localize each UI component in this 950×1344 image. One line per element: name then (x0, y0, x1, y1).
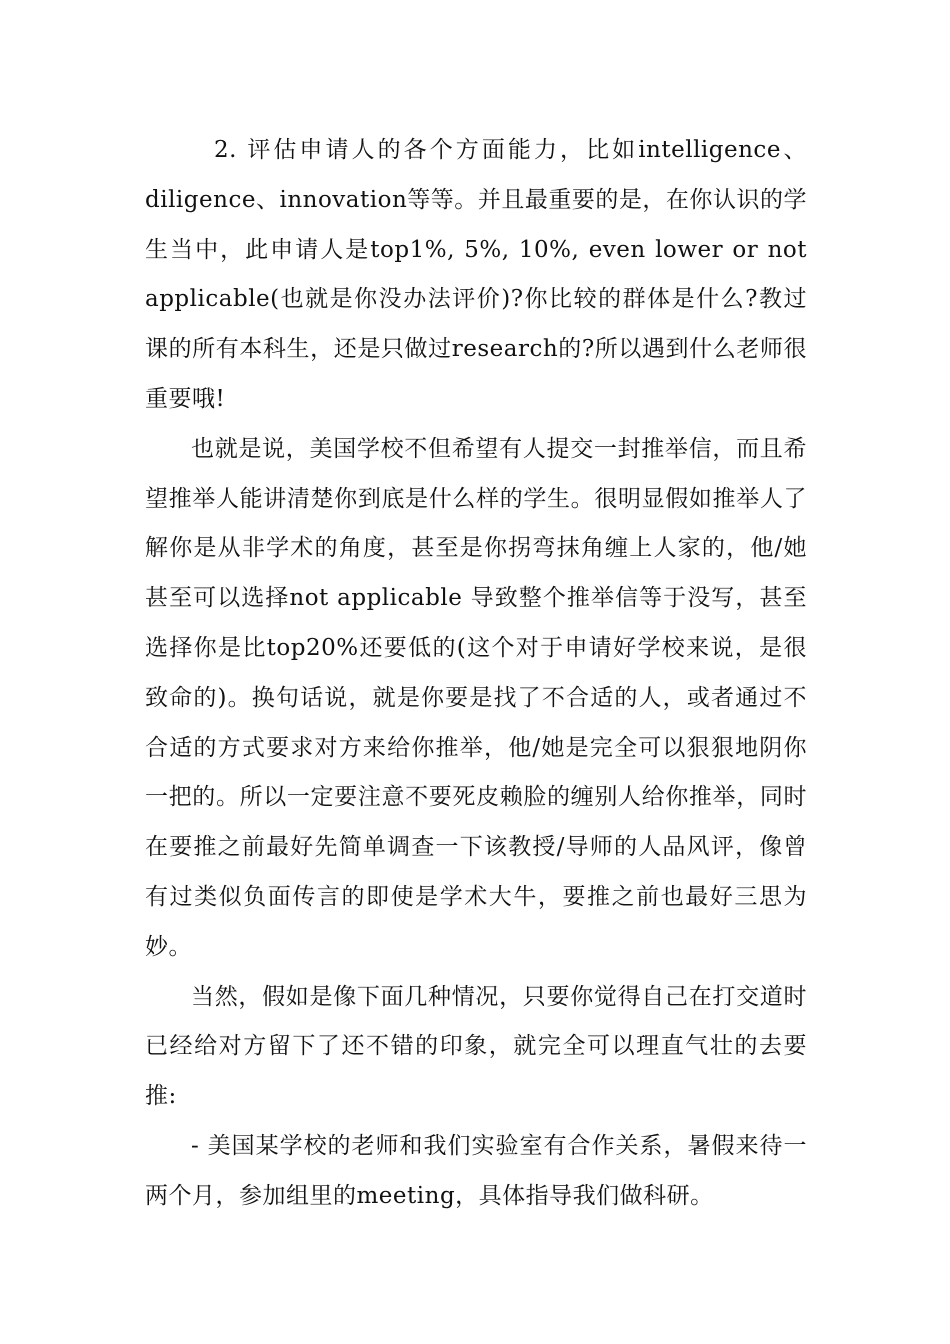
document-body (145, 126, 807, 1222)
paragraph-acceptable-cases-intro: 当然，假如是像下面几种情况，只要你觉得自己在打交道时已经给对方留下了还不错的印象，就完全可以理直气壮的去要推: (145, 983, 807, 1110)
paragraph-evaluation-criteria: 2. 评估申请人的各个方面能力，比如intelligence、diligence、innovation等等。并且最重要的是，在你认识的学生当中，此申请人是top1%, 5%, 10%, even lower or not applicable(也就是你没办法评价)?你比较的群体是什么?教过课的所有本科生，还是只做过research的?所以遇到什么老师很重要哦! (145, 137, 807, 412)
paragraph-recommender-expectations: 也就是说，美国学校不但希望有人提交一封推举信，而且希望推举人能讲清楚你到底是什么样的学生。很明显假如推举人了解你是从非学术的角度，甚至是你拐弯抹角缠上人家的，他/她甚至可以选择not applicable 导致整个推举信等于没写，甚至选择你是比top20%还要低的(这个对于申请好学校来说，是很致命的)。换句话说，就是你要是找了不合适的人，或者通过不合适的方式要求对方来给你推举，他/她是完全可以狠狠地阴你一把的。所以一定要注意不要死皮赖脸的缠别人给你推举，同时在要推之前最好先简单调查一下该教授/导师的人品风评，像曾有过类似负面传言的即使是学术大牛，要推之前也最好三思为妙。 (145, 435, 807, 960)
paragraph-case-collaboration: - 美国某学校的老师和我们实验室有合作关系，暑假来待一两个月，参加组里的meeting，具体指导我们做科研。 (145, 1132, 807, 1209)
